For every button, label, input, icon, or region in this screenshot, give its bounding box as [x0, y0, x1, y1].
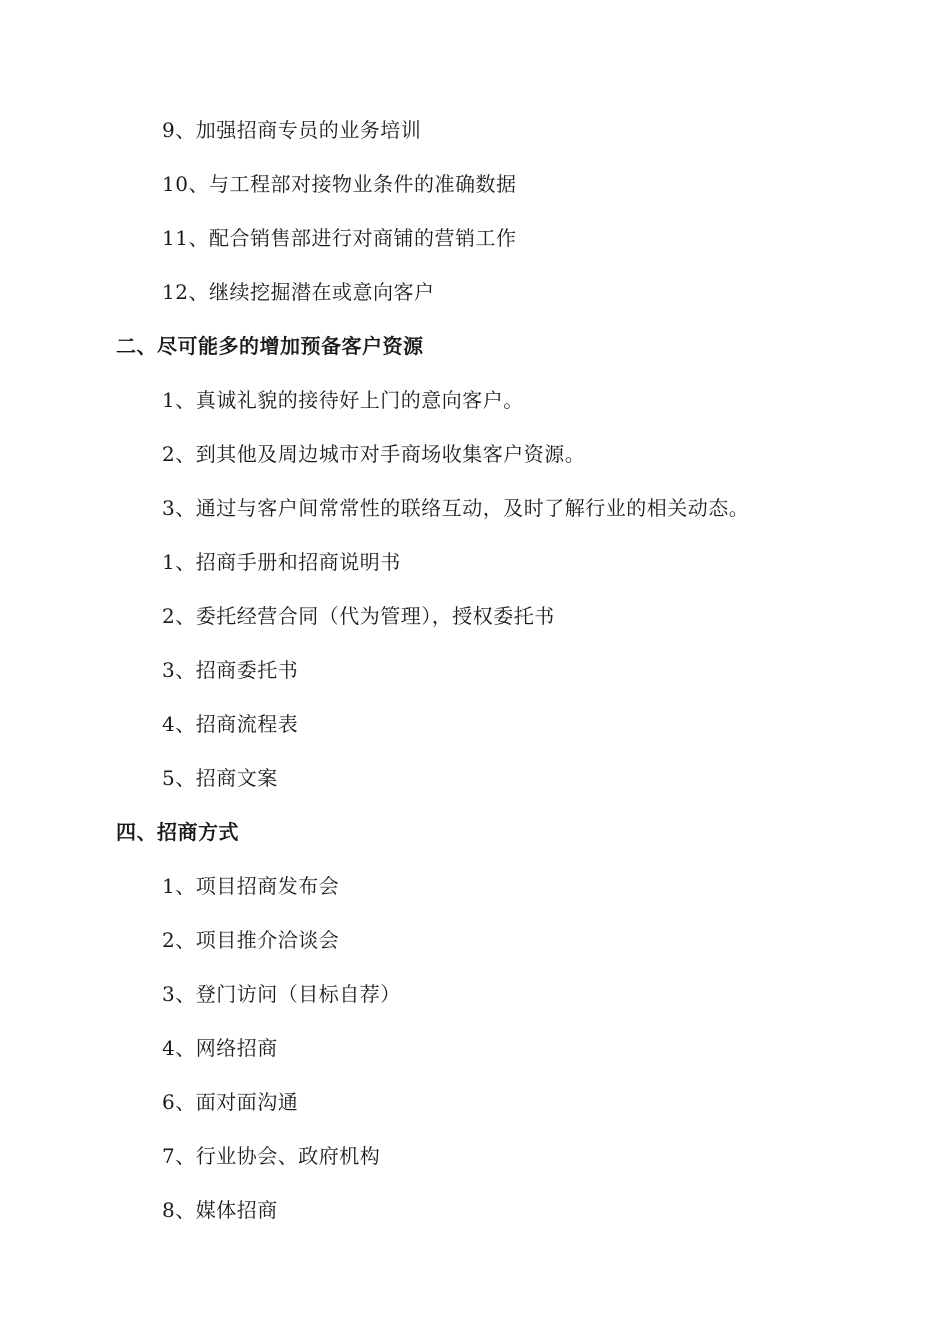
list-item: 3、招商委托书 [162, 658, 299, 682]
list-item: 1、招商手册和招商说明书 [162, 550, 401, 574]
list-item: 7、行业协会、政府机构 [162, 1144, 381, 1168]
list-item: 2、到其他及周边城市对手商场收集客户资源。 [162, 442, 586, 466]
section-heading: 二、尽可能多的增加预备客户资源 [116, 334, 424, 358]
list-item: 3、登门访问（目标自荐） [162, 982, 401, 1006]
list-item: 3、通过与客户间常常性的联络互动，及时了解行业的相关动态。 [162, 496, 750, 520]
section-heading: 四、招商方式 [116, 820, 239, 844]
list-item: 1、项目招商发布会 [162, 874, 340, 898]
list-item: 2、委托经营合同（代为管理），授权委托书 [162, 604, 555, 628]
list-item: 1、真诚礼貌的接待好上门的意向客户。 [162, 388, 524, 412]
list-item: 10、与工程部对接物业条件的准确数据 [162, 172, 517, 196]
list-item: 4、网络招商 [162, 1036, 278, 1060]
list-item: 2、项目推介洽谈会 [162, 928, 340, 952]
list-item: 5、招商文案 [162, 766, 278, 790]
list-item: 12、继续挖掘潜在或意向客户 [162, 280, 435, 304]
list-item: 6、面对面沟通 [162, 1090, 299, 1114]
list-item: 8、媒体招商 [162, 1198, 278, 1222]
list-item: 4、招商流程表 [162, 712, 299, 736]
list-item: 9、加强招商专员的业务培训 [162, 118, 422, 142]
list-item: 11、配合销售部进行对商铺的营销工作 [162, 226, 517, 250]
